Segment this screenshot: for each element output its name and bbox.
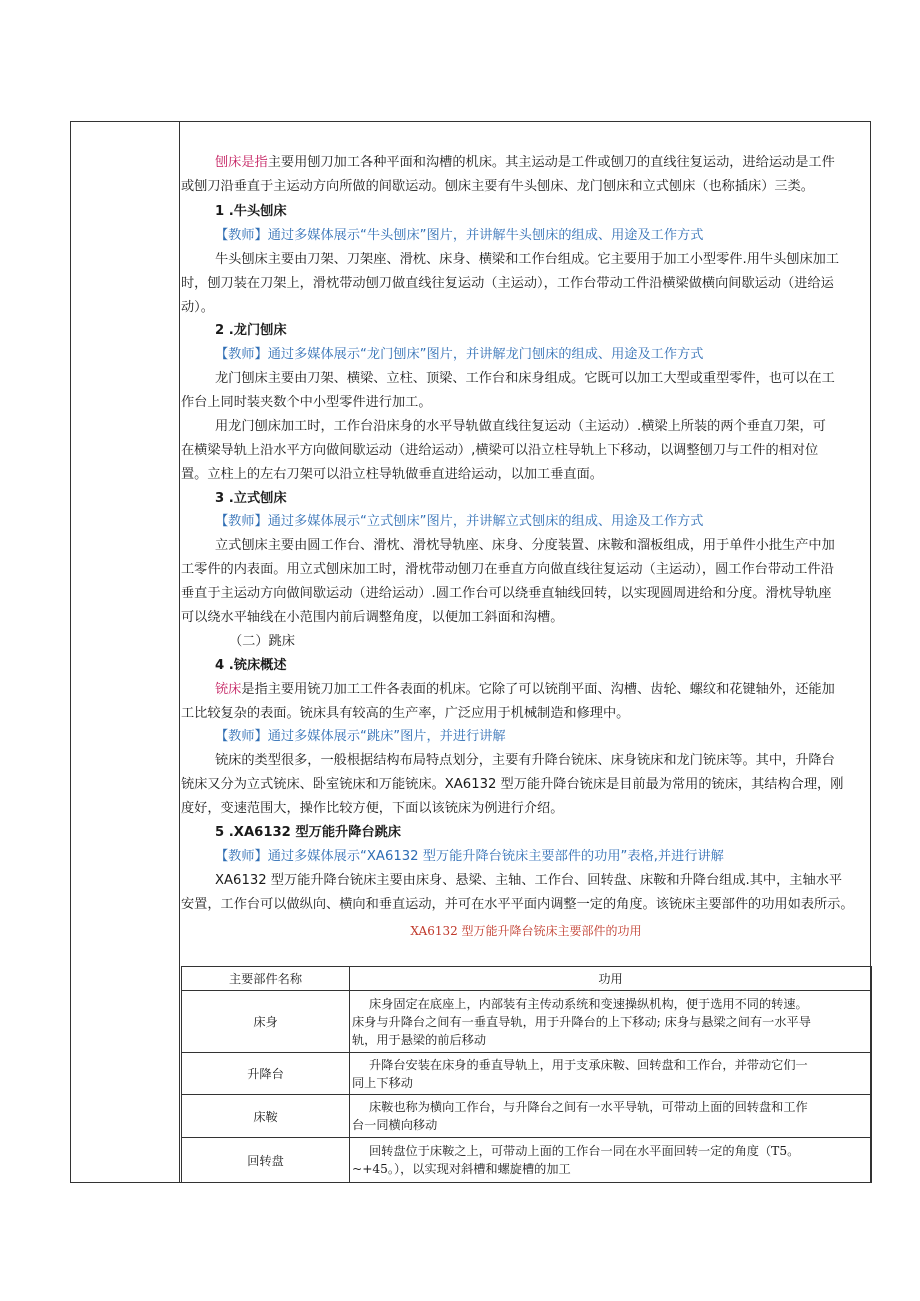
para-line: 铳床又分为立式铳床、卧室铳床和万能铳床。XA6132 型万能升降台铳床是目前最为常用的铳床，其结构合理，刚 [181,777,844,792]
teacher-note-4: 【教师】通过多媒体展示“跳床”图片，并进行讲解 [215,729,506,744]
para-line: 牛头刨床主要由刀架、刀架座、滑枕、床身、横梁和工作台组成。它主要用于加工小型零件.用牛头刨床加工 [215,252,840,267]
table-row [182,1095,872,1138]
para-line: 立式刨床主要由圆工作台、滑枕、滑枕导轨座、床身、分度装置、床鞍和溜板组成，用于单件小批生产中加 [215,538,835,553]
para-line: 时，刨刀装在刀架上，滑枕带动刨刀做直线往复运动（主运动），工作台带动工件沿横梁做横向间歇运动（进给运 [181,276,834,291]
teacher-note-5: 【教师】通过多媒体展示“XA6132 型万能升降台铳床主要部件的功用”表格,并进行讲解 [215,849,724,864]
part-function: 床身固定在底座上，内部装有主传动系统和变速操纵机构，便于选用不同的转速。 床身与升降台之间有一垂直导轨，用于升降台的上下移动; 床身与悬梁之间有一水平导 轨，用于悬梁的前后移动 [350,991,872,1053]
header-part-name: 主要部件名称 [182,967,350,991]
parts-table [181,966,872,1183]
keyword-planer: 刨床是指 [215,155,268,170]
para-line: 铳床是指主要用铳刀加工工件各表面的机床。它除了可以铳削平面、沟槽、齿轮、螺纹和花键轴外，还能加 [215,682,835,697]
heading-milling: （二）跳床 [229,634,295,649]
part-name: 升降台 [182,1053,350,1095]
teacher-note-1: 【教师】通过多媒体展示“牛头刨床”图片，并讲解牛头刨床的组成、用途及工作方式 [215,228,704,243]
table-header-row [182,967,872,991]
para-line: 安置，工作台可以做纵向、横向和垂直运动，并可在水平平面内调整一定的角度。该铳床主要部件的功用如表所示。 [181,897,854,912]
teacher-note-3: 【教师】通过多媒体展示“立式刨床”图片，并讲解立式刨床的组成、用途及工作方式 [215,514,704,529]
part-function: 床鞍也称为横向工作台，与升降台之间有一水平导轨，可带动上面的回转盘和工作 台一同横向移动 [350,1095,872,1138]
heading-milling-overview: 4 .铳床概述 [215,658,287,673]
para-line: 工比较复杂的表面。铳床具有较高的生产率，广泛应用于机械制造和修理中。 [181,706,630,721]
heading-slotter: 3 .立式刨床 [215,491,287,506]
heading-shaper: 1 .牛头刨床 [215,204,287,219]
part-name: 床鞍 [182,1095,350,1138]
para-line: 度好，变速范围大，操作比较方便，下面以该铳床为例进行介绍。 [181,801,564,816]
table-row [182,1138,872,1183]
para-line: 可以绕水平轴线在小范围内前后调整角度，以便加工斜面和沟槽。 [181,610,564,625]
heading-gantry-planer: 2 .龙门刨床 [215,323,287,338]
part-name: 回转盘 [182,1138,350,1183]
para-line: 垂直于主运动方向做间歇运动（进给运动）.圆工作台可以绕垂直轴线回转，以实现圆周进给和分度。滑枕导轨座 [181,586,832,601]
lesson-table [70,121,871,1183]
table-row [182,991,872,1053]
intro-line-2: 或刨刀沿垂直于主运动方向所做的间歇运动。刨床主要有牛头刨床、龙门刨床和立式刨床（也称插床）三类。 [181,179,814,194]
para-line: 作台上同时装夹数个中小型零件进行加工。 [181,395,432,410]
teacher-note-2: 【教师】通过多媒体展示“龙门刨床”图片，并讲解龙门刨床的组成、用途及工作方式 [215,347,704,362]
keyword-milling: 铳床 [215,682,242,697]
table-row [182,1053,872,1095]
part-function: 回转盘位于床鞍之上，可带动上面的工作台一同在水平面回转一定的角度（T5。 ~+45。），以实现对斜槽和螺旋槽的加工 [350,1138,872,1183]
heading-xa6132: 5 .XA6132 型万能升降台跳床 [215,825,401,840]
intro-line-1: 刨床是指主要用刨刀加工各种平面和沟槽的机床。其主运动是工件或刨刀的直线往复运动，进给运动是工件 [215,155,835,170]
table-caption: XA6132 型万能升降台铳床主要部件的功用 [410,924,642,938]
header-function: 功用 [350,967,872,991]
para-line: 工零件的内表面。用立式刨床加工时，滑枕带动刨刀在垂直方向做直线往复运动（主运动），圆工作台带动工件沿 [181,562,834,577]
part-function: 升降台安装在床身的垂直导轨上，用于支承床鞍、回转盘和工作台，并带动它们一 同上下移动 [350,1053,872,1095]
left-column [71,122,180,1182]
part-name: 床身 [182,991,350,1053]
para-line: 铳床的类型很多，一般根据结构布局特点划分，主要有升降台铳床、床身铳床和龙门铳床等。其中，升降台 [215,753,835,768]
para-line: 用龙门刨床加工时，工作台沿床身的水平导轨做直线往复运动（主运动）.横梁上所装的两个垂直刀架，可 [215,419,826,434]
para-line: 龙门刨床主要由刀架、横梁、立柱、顶梁、工作台和床身组成。它既可以加工大型或重型零件，也可以在工 [215,371,835,386]
para-line: 在横梁导轨上沿水平方向做间歇运动（进给运动）,横梁可以沿立柱导轨上下移动，以调整刨刀与工件的相对位 [181,443,819,458]
para-line: XA6132 型万能升降台铳床主要由床身、悬梁、主轴、工作台、回转盘、床鞍和升降台组成.其中，主轴水平 [215,873,843,888]
para-line: 动）。 [181,300,214,315]
para-line: 置。立柱上的左右刀架可以沿立柱导轨做垂直进给运动，以加工垂直面。 [181,467,603,482]
